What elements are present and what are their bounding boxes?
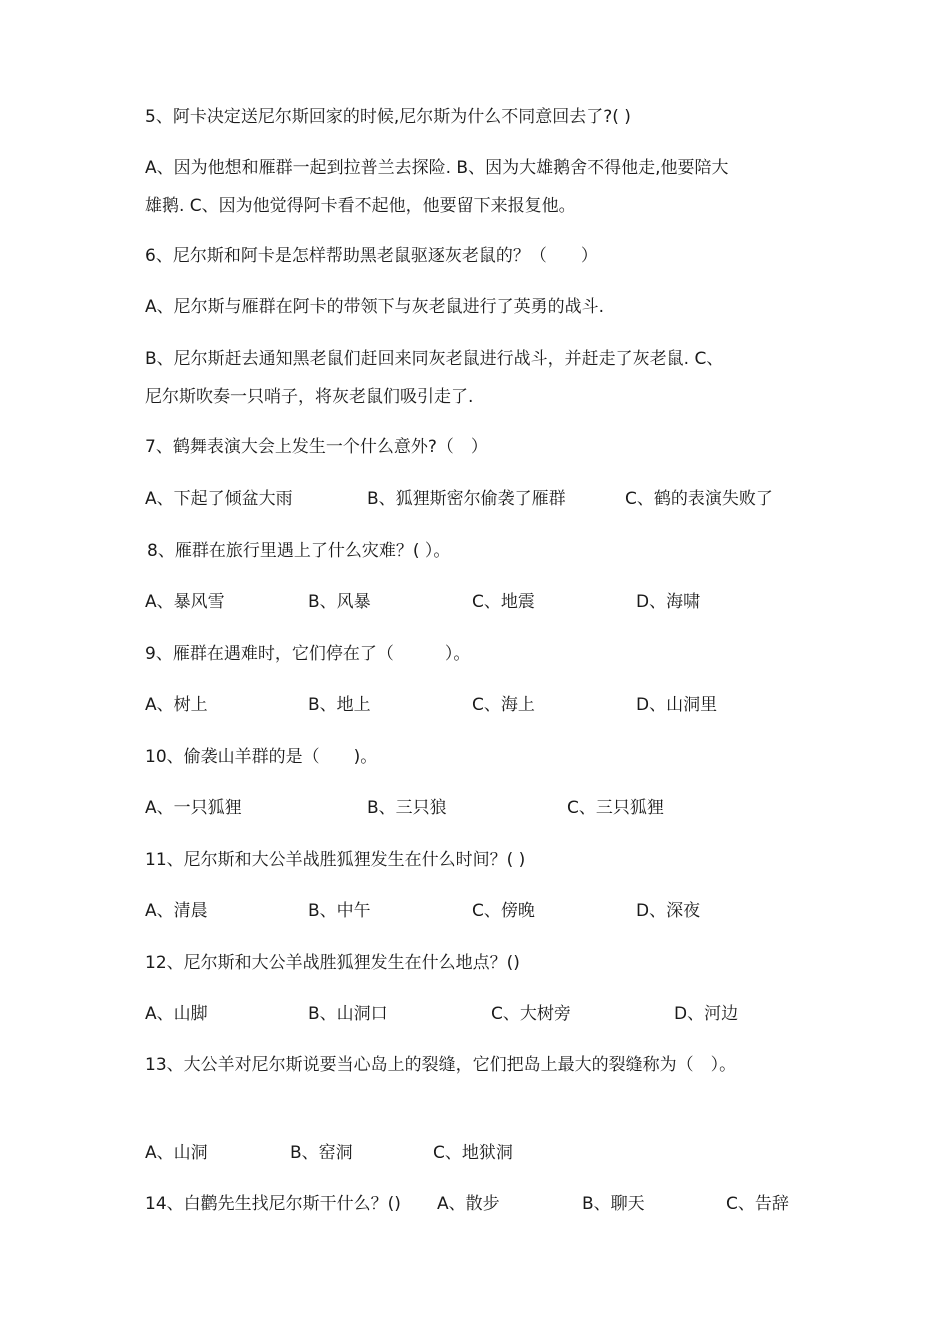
- question-6-option-a: A、尼尔斯与雁群在阿卡的带领下与灰老鼠进行了英勇的战斗.: [145, 297, 605, 317]
- question-9: 9、雁群在遇难时，它们停在了（ ）。: [145, 644, 471, 664]
- option-a: A、山洞: [145, 1143, 208, 1163]
- option-b: B、三只狼: [367, 798, 447, 818]
- question-10: 10、偷袭山羊群的是（ )。: [145, 747, 378, 767]
- question-5: 5、阿卡决定送尼尔斯回家的时候,尼尔斯为什么不同意回去了?( ): [145, 107, 631, 127]
- question-6-option-c: 尼尔斯吹奏一只哨子，将灰老鼠们吸引走了.: [145, 387, 474, 407]
- option-d: D、海啸: [636, 592, 701, 612]
- option-d: D、深夜: [636, 901, 701, 921]
- option-a: A、一只狐狸: [145, 798, 242, 818]
- option-a: A、树上: [145, 695, 208, 715]
- question-8: 8、雁群在旅行里遇上了什么灾难？( ）。: [147, 541, 451, 561]
- question-6: 6、尼尔斯和阿卡是怎样帮助黑老鼠驱逐灰老鼠的？（ ）: [145, 246, 598, 266]
- option-c: C、地狱洞: [433, 1143, 513, 1163]
- option-a: A、散步: [437, 1194, 500, 1214]
- option-c: C、鹤的表演失败了: [625, 489, 773, 509]
- question-7: 7、鹤舞表演大会上发生一个什么意外?（ ）: [145, 437, 488, 457]
- option-d: D、河边: [674, 1004, 739, 1024]
- option-a: A、山脚: [145, 1004, 208, 1024]
- question-12: 12、尼尔斯和大公羊战胜狐狸发生在什么地点？(): [145, 953, 520, 973]
- option-c: C、傍晚: [472, 901, 535, 921]
- option-c: C、三只狐狸: [567, 798, 664, 818]
- question-6-option-b: B、尼尔斯赶去通知黑老鼠们赶回来同灰老鼠进行战斗，并赶走了灰老鼠. C、: [145, 349, 724, 369]
- option-c: C、海上: [472, 695, 535, 715]
- option-b: B、窑洞: [290, 1143, 353, 1163]
- option-c: C、地震: [472, 592, 535, 612]
- question-14: 14、白鹳先生找尼尔斯干什么？(): [145, 1194, 401, 1214]
- question-13: 13、大公羊对尼尔斯说要当心岛上的裂缝，它们把岛上最大的裂缝称为（ ）。: [145, 1055, 737, 1075]
- option-b: B、聊天: [582, 1194, 645, 1214]
- option-b: B、中午: [308, 901, 371, 921]
- option-a: A、下起了倾盆大雨: [145, 489, 293, 509]
- question-5-options-line-1: A、因为他想和雁群一起到拉普兰去探险. B、因为大雄鹅舍不得他走,他要陪大: [145, 158, 729, 178]
- option-b: B、地上: [308, 695, 371, 715]
- option-c: C、大树旁: [491, 1004, 571, 1024]
- option-c: C、告辞: [726, 1194, 789, 1214]
- question-5-options-line-2: 雄鹅. C、因为他觉得阿卡看不起他，他要留下来报复他。: [145, 196, 576, 216]
- option-a: A、清晨: [145, 901, 208, 921]
- question-11: 11、尼尔斯和大公羊战胜狐狸发生在什么时间？( ): [145, 850, 526, 870]
- option-b: B、狐狸斯密尔偷袭了雁群: [367, 489, 566, 509]
- option-a: A、暴风雪: [145, 592, 225, 612]
- option-b: B、山洞口: [308, 1004, 388, 1024]
- option-b: B、风暴: [308, 592, 371, 612]
- option-d: D、山洞里: [636, 695, 718, 715]
